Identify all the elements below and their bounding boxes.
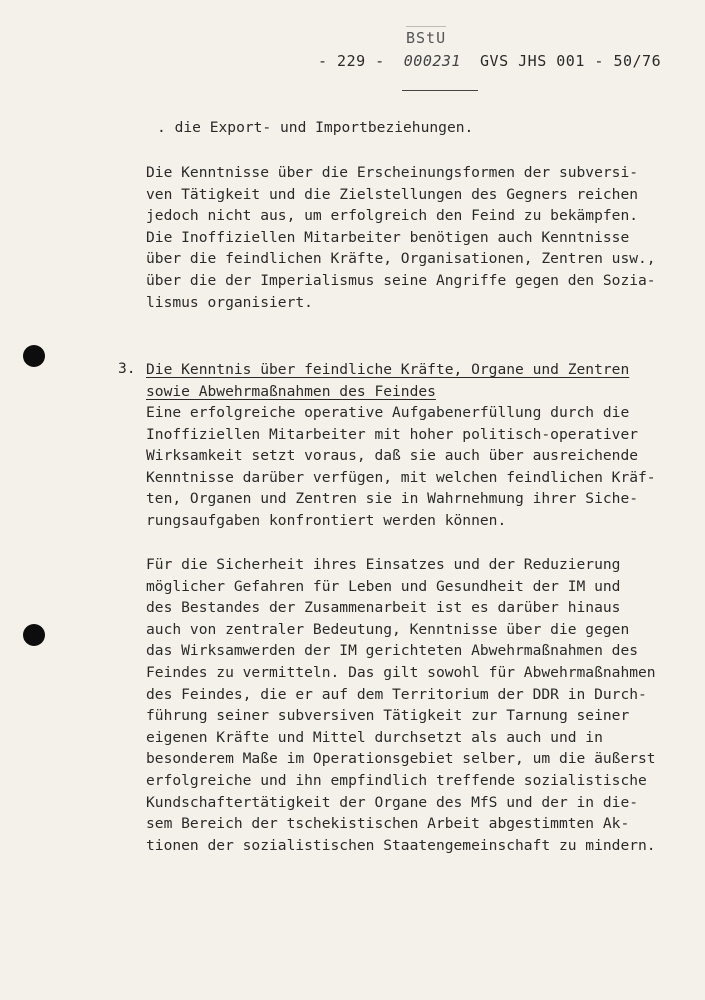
text-line: Die Kenntnisse über die Erscheinungsformen der subversi- xyxy=(146,164,639,181)
text-line: Kenntnisse darüber verfügen, mit welchen feindlichen Kräf- xyxy=(146,468,656,486)
header-rule xyxy=(402,90,478,91)
text-line: erfolgreiche und ihn empfindlich treffende sozialistische xyxy=(146,772,647,789)
text-line: Für die Sicherheit ihres Einsatzes und der Reduzierung xyxy=(146,556,621,573)
page-header xyxy=(318,52,661,70)
punch-hole xyxy=(23,624,45,646)
text-line: Die Inoffiziellen Mitarbeiter benötigen auch Kenntnisse xyxy=(146,228,630,246)
text-line: jedoch nicht aus, um erfolgreich den Feind zu bekämpfen. xyxy=(146,207,639,225)
text-line: tionen der sozialistischen Staatengemeinschaft zu mindern. xyxy=(146,836,656,854)
text-line: Inoffiziellen Mitarbeiter mit hoher politisch-operativer xyxy=(146,425,639,443)
section-number: 3. xyxy=(118,360,136,377)
text-line: Feindes zu vermitteln. Das gilt sowohl für Abwehrmaßnahmen xyxy=(146,664,656,681)
archive-stamp: BStU xyxy=(406,26,446,47)
bullet-item: . die Export- und Importbeziehungen. xyxy=(157,119,474,136)
text-line: lismus organisiert. xyxy=(146,293,313,311)
text-line: auch von zentraler Bedeutung, Kenntnisse über die gegen xyxy=(146,620,630,638)
text-line: möglicher Gefahren für Leben und Gesundheit der IM und xyxy=(146,577,621,595)
text-line: ven Tätigkeit und die Zielstellungen des Gegners reichen xyxy=(146,185,639,203)
text-line: Die Kenntnis über feindliche Kräfte, Organe und Zentren xyxy=(146,361,630,378)
text-line: ten, Organen und Zentren sie in Wahrnehmung ihrer Siche- xyxy=(146,490,639,508)
text-line: sowie Abwehrmaßnahmen des Feindes xyxy=(146,382,436,400)
text-line: führung seiner subversiven Tätigkeit zur Tarnung seiner xyxy=(146,707,630,725)
punch-hole xyxy=(23,345,45,367)
text-line: besonderem Maße im Operationsgebiet selber, um die äußerst xyxy=(146,750,656,768)
text-line: Wirksamkeit setzt voraus, daß sie auch über ausreichende xyxy=(146,447,639,465)
text-line: über die der Imperialismus seine Angriffe gegen den Sozia- xyxy=(146,272,656,289)
text-line: das Wirksamwerden der IM gerichteten Abwehrmaßnahmen des xyxy=(146,642,639,660)
text-line: des Bestandes der Zusammenarbeit ist es darüber hinaus xyxy=(146,599,621,617)
document-reference: GVS JHS 001 - 50/76 xyxy=(480,52,662,70)
text-line: rungsaufgaben konfrontiert werden können. xyxy=(146,512,507,529)
text-line: des Feindes, die er auf dem Territorium der DDR in Durch- xyxy=(146,685,647,703)
text-line: sem Bereich der tschekistischen Arbeit abgestimmten Ak- xyxy=(146,815,630,833)
page-number: - 229 - xyxy=(318,52,385,70)
text-line: über die feindlichen Kräfte, Organisationen, Zentren usw., xyxy=(146,250,656,268)
text-line: Eine erfolgreiche operative Aufgabenerfüllung durch die xyxy=(146,404,630,421)
text-line: eigenen Kräfte und Mittel durchsetzt als auch und in xyxy=(146,728,603,746)
archive-number: 000231 xyxy=(403,52,461,70)
text-line: Kundschaftertätigkeit der Organe des MfS und der in die- xyxy=(146,793,639,811)
